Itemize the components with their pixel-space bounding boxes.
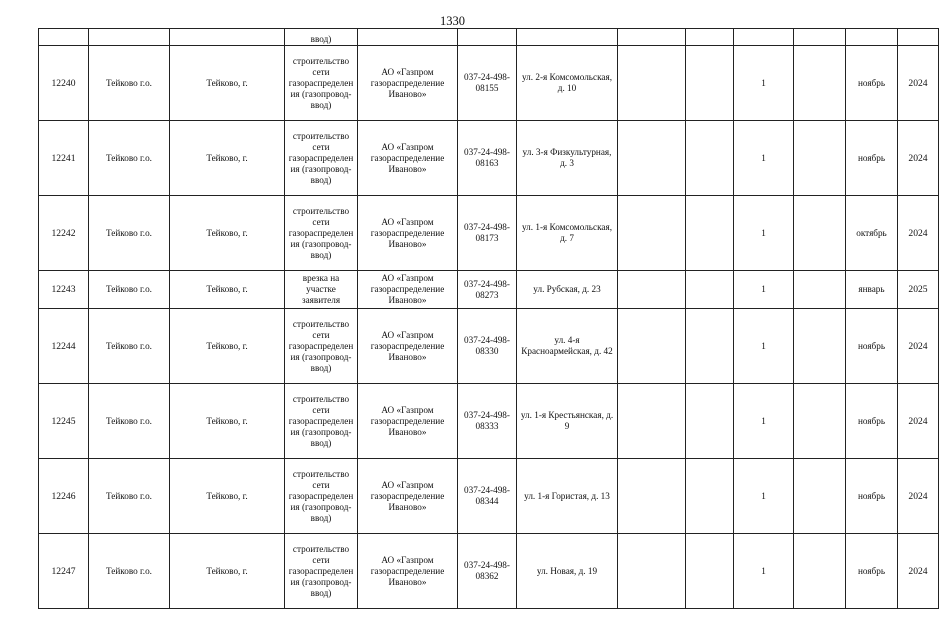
cell-empty	[618, 534, 686, 609]
cell-address: ул. 4-я Красноармейская, д. 42	[517, 309, 618, 384]
cell-empty	[618, 384, 686, 459]
cell-district: Тейково г.о.	[89, 459, 170, 534]
cell-work-type: строительство сети газораспределения (газопровод-ввод)	[285, 196, 358, 271]
cell-settlement: Тейково, г.	[170, 46, 285, 121]
cell-month: октябрь	[846, 196, 898, 271]
cell-empty	[794, 459, 846, 534]
cell-organization: АО «Газпром газораспределение Иваново»	[358, 271, 458, 309]
cell-work-type: врезка на участке заявителя	[285, 271, 358, 309]
cell-year: 2024	[898, 121, 939, 196]
cell-district: Тейково г.о.	[89, 309, 170, 384]
cell-application-number: 037-24-498-08333	[458, 384, 517, 459]
page-number: 1330	[440, 14, 465, 28]
table-row	[39, 196, 939, 271]
cell-empty	[618, 271, 686, 309]
cell-quantity: 1	[734, 534, 794, 609]
cell-work-type: строительство сети газораспределения (газопровод-ввод)	[285, 459, 358, 534]
cell-year: 2024	[898, 384, 939, 459]
cell-organization: АО «Газпром газораспределение Иваново»	[358, 534, 458, 609]
cell-application-number: 037-24-498-08155	[458, 46, 517, 121]
cell-organization: АО «Газпром газораспределение Иваново»	[358, 196, 458, 271]
cell-empty	[618, 121, 686, 196]
cell-empty	[794, 196, 846, 271]
cell-settlement: Тейково, г.	[170, 534, 285, 609]
cell-month: ноябрь	[846, 534, 898, 609]
cell-work-type: строительство сети газораспределения (газопровод-ввод)	[285, 384, 358, 459]
cell-empty	[686, 46, 734, 121]
cell-year: 2024	[898, 534, 939, 609]
cell-id: 12243	[39, 271, 89, 309]
cell-empty	[618, 309, 686, 384]
cell-empty	[686, 309, 734, 384]
cell-id: 12244	[39, 309, 89, 384]
cell-month: январь	[846, 271, 898, 309]
table-row	[39, 271, 939, 309]
cell-id: 12241	[39, 121, 89, 196]
cell-application-number: 037-24-498-08362	[458, 534, 517, 609]
cell-address: ул. 1-я Гористая, д. 13	[517, 459, 618, 534]
cell-address: ул. 1-я Комсомольская, д. 7	[517, 196, 618, 271]
cell-empty	[794, 384, 846, 459]
cell-settlement: Тейково, г.	[170, 309, 285, 384]
cell-id: 12240	[39, 46, 89, 121]
cell-empty	[686, 459, 734, 534]
table-row	[39, 121, 939, 196]
cell-quantity: 1	[734, 46, 794, 121]
cell-month: ноябрь	[846, 309, 898, 384]
cell-id: 12246	[39, 459, 89, 534]
cell-application-number: 037-24-498-08344	[458, 459, 517, 534]
cell-empty	[618, 46, 686, 121]
cell-month: ноябрь	[846, 46, 898, 121]
cell-work-type: строительство сети газораспределения (газопровод-ввод)	[285, 121, 358, 196]
cell-work-type: строительство сети газораспределения (газопровод-ввод)	[285, 534, 358, 609]
cell-address: ул. 1-я Крестьянская, д. 9	[517, 384, 618, 459]
table-row	[39, 384, 939, 459]
cell-district: Тейково г.о.	[89, 384, 170, 459]
table-row	[39, 309, 939, 384]
gas-connection-table	[38, 28, 939, 609]
cell-quantity: 1	[734, 459, 794, 534]
cell-empty	[794, 309, 846, 384]
table-row	[39, 459, 939, 534]
cell-year: 2024	[898, 309, 939, 384]
cell-month: ноябрь	[846, 459, 898, 534]
cell-district: Тейково г.о.	[89, 46, 170, 121]
cell-year: 2024	[898, 459, 939, 534]
cell-empty	[618, 196, 686, 271]
cell-organization: АО «Газпром газораспределение Иваново»	[358, 121, 458, 196]
cell-work-type: ввод)	[285, 29, 358, 46]
cell-year: 2024	[898, 196, 939, 271]
cell-empty	[686, 121, 734, 196]
cell-empty	[794, 46, 846, 121]
cell-year: 2025	[898, 271, 939, 309]
cell-empty	[686, 384, 734, 459]
cell-settlement: Тейково, г.	[170, 196, 285, 271]
cell-quantity: 1	[734, 309, 794, 384]
cell-application-number: 037-24-498-08173	[458, 196, 517, 271]
cell-work-type: строительство сети газораспределения (газопровод-ввод)	[285, 309, 358, 384]
cell-organization: АО «Газпром газораспределение Иваново»	[358, 384, 458, 459]
table-row	[39, 46, 939, 121]
cell-settlement: Тейково, г.	[170, 384, 285, 459]
cell-quantity: 1	[734, 121, 794, 196]
cell-settlement: Тейково, г.	[170, 271, 285, 309]
cell-empty	[794, 271, 846, 309]
cell-quantity: 1	[734, 384, 794, 459]
cell-month: ноябрь	[846, 384, 898, 459]
cell-application-number: 037-24-498-08163	[458, 121, 517, 196]
cell-application-number: 037-24-498-08273	[458, 271, 517, 309]
cell-year: 2024	[898, 46, 939, 121]
cell-address: ул. 3-я Физкультурная, д. 3	[517, 121, 618, 196]
cell-address: ул. Рубская, д. 23	[517, 271, 618, 309]
cell-organization: АО «Газпром газораспределение Иваново»	[358, 309, 458, 384]
cell-district: Тейково г.о.	[89, 534, 170, 609]
cell-id: 12242	[39, 196, 89, 271]
cell-district: Тейково г.о.	[89, 121, 170, 196]
cell-month: ноябрь	[846, 121, 898, 196]
table-row	[39, 534, 939, 609]
cell-empty	[794, 534, 846, 609]
cell-district: Тейково г.о.	[89, 271, 170, 309]
cell-work-type: строительство сети газораспределения (газопровод-ввод)	[285, 46, 358, 121]
cell-application-number: 037-24-498-08330	[458, 309, 517, 384]
cell-empty	[686, 271, 734, 309]
cell-organization: АО «Газпром газораспределение Иваново»	[358, 459, 458, 534]
cell-id: 12247	[39, 534, 89, 609]
cell-empty	[618, 459, 686, 534]
cell-organization: АО «Газпром газораспределение Иваново»	[358, 46, 458, 121]
cell-quantity: 1	[734, 196, 794, 271]
cell-id: 12245	[39, 384, 89, 459]
cell-empty	[794, 121, 846, 196]
table-row-continuation	[39, 29, 939, 46]
cell-empty	[686, 534, 734, 609]
cell-quantity: 1	[734, 271, 794, 309]
cell-empty	[686, 196, 734, 271]
cell-address: ул. Новая, д. 19	[517, 534, 618, 609]
cell-district: Тейково г.о.	[89, 196, 170, 271]
cell-settlement: Тейково, г.	[170, 459, 285, 534]
cell-address: ул. 2-я Комсомольская, д. 10	[517, 46, 618, 121]
cell-settlement: Тейково, г.	[170, 121, 285, 196]
